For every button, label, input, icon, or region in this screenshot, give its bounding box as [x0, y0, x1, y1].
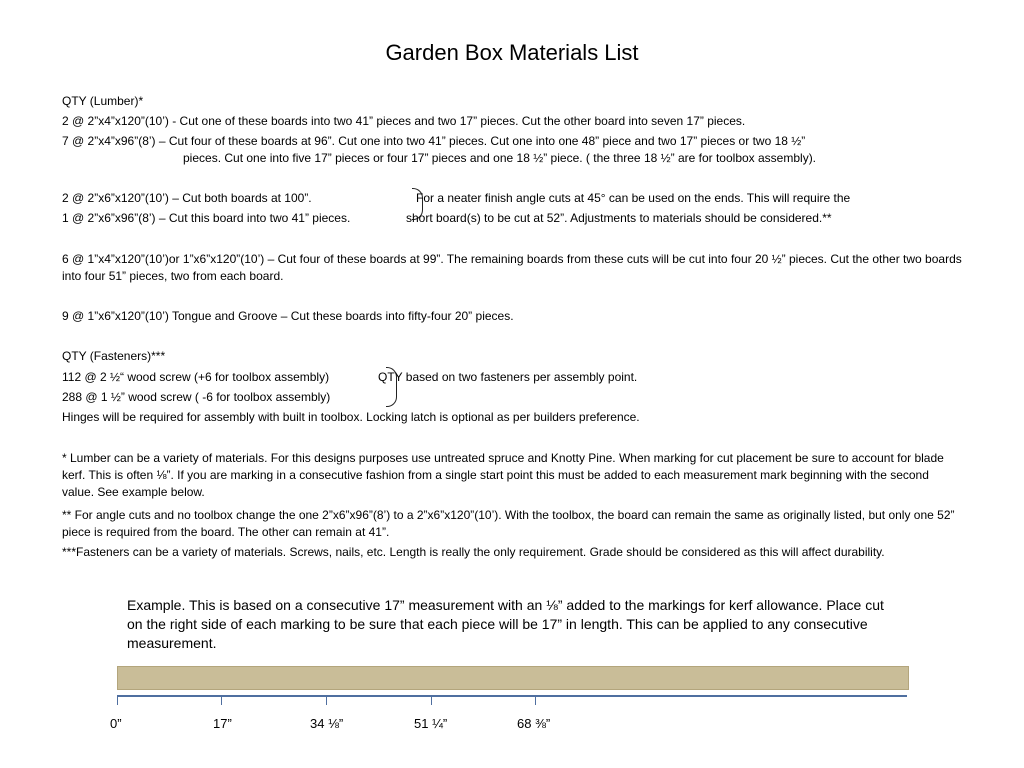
fastener-note: QTY based on two fasteners per assembly point. [378, 370, 638, 384]
ruler-mark-label: 68 ⅜” [517, 716, 551, 731]
hinges-note: Hinges will be required for assembly with built in toolbox. Locking latch is optional as per builders preference. [62, 410, 640, 424]
ruler-tick [535, 697, 536, 705]
ruler-mark-label: 51 ¼” [414, 716, 448, 731]
lumber-item-5: 6 @ 1”x4”x120”(10’)or 1”x6”x120”(10’) – Cut four of these boards at 99”. The remaining boards from these cuts will be cut into four 20 ½” pieces. Cut the other two boards into four 51” pieces, two from each board. [62, 252, 962, 283]
lumber-heading: QTY (Lumber)* [62, 94, 144, 108]
ruler-tick [221, 697, 222, 705]
lumber-item-1: 2 @ 2”x4”x120”(10’) - Cut one of these boards into two 41” pieces and two 17” pieces. Cut the other board into seven 17” pieces. [62, 114, 746, 128]
ruler-mark-label: 0” [110, 716, 122, 731]
ruler-tick [326, 697, 327, 705]
example-text: Example. This is based on a consecutive 17” measurement with an ⅛” added to the markings for kerf allowance. Place cut on the right side of each marking to be sure that each piece will be 17” in length. This can be applied to any consecutive measurement. [127, 597, 884, 651]
ruler-tick [431, 697, 432, 705]
lumber-item-4: 1 @ 2”x6”x96”(8’) – Cut this board into two 41” pieces. [62, 211, 351, 225]
fastener-item-1: 112 @ 2 ½“ wood screw (+6 for toolbox assembly) [62, 370, 330, 384]
angle-cut-note-1: For a neater finish angle cuts at 45° can be used on the ends. This will require the [416, 191, 851, 205]
ruler-mark-label: 34 ⅛” [310, 716, 344, 731]
board-illustration [117, 666, 909, 690]
fasteners-heading: QTY (Fasteners)*** [62, 349, 166, 363]
footnote-angle-cuts: ** For angle cuts and no toolbox change the one 2”x6”x96”(8’) to a 2”x6”x120”(10’). With the toolbox, the board can remain the same as originally listed, but only one 52” piece is required from the board. The other can remain at 41”. [62, 508, 955, 539]
ruler-tick [117, 697, 118, 705]
lumber-item-2: 7 @ 2”x4”x96”(8’) – Cut four of these boards at 96”. Cut one into two 41” pieces. Cut one into one 48” piece and two 17” pieces or two 18 ½” [62, 134, 806, 148]
page-title: Garden Box Materials List [385, 40, 639, 65]
ruler-line [117, 695, 907, 697]
angle-cut-note-2: short board(s) to be cut at 52”. Adjustments to materials should be considered.** [406, 211, 832, 225]
lumber-item-2-cont: pieces. Cut one into five 17” pieces or four 17” pieces and one 18 ½” piece. ( the three 18 ½” are for toolbox assembly). [183, 151, 817, 165]
lumber-item-3: 2 @ 2”x6”x120”(10’) – Cut both boards at 100”. [62, 191, 312, 205]
footnote-lumber: * Lumber can be a variety of materials. For this designs purposes use untreated spruce and Knotty Pine. When marking for cut placement be sure to account for blade kerf. This is often ⅛”. If you are marking in a consecutive fashion from a single start point this must be added to each measurement mark beginning with the second value. See example below. [62, 451, 944, 499]
fastener-item-2: 288 @ 1 ½” wood screw ( -6 for toolbox assembly) [62, 390, 331, 404]
footnote-fasteners: ***Fasteners can be a variety of materials. Screws, nails, etc. Length is really the only requirement. Grade should be considered as this will affect durability. [62, 545, 885, 559]
ruler-mark-label: 17” [213, 716, 232, 731]
lumber-item-6: 9 @ 1”x6”x120”(10’) Tongue and Groove – Cut these boards into fifty-four 20” pieces. [62, 309, 514, 323]
